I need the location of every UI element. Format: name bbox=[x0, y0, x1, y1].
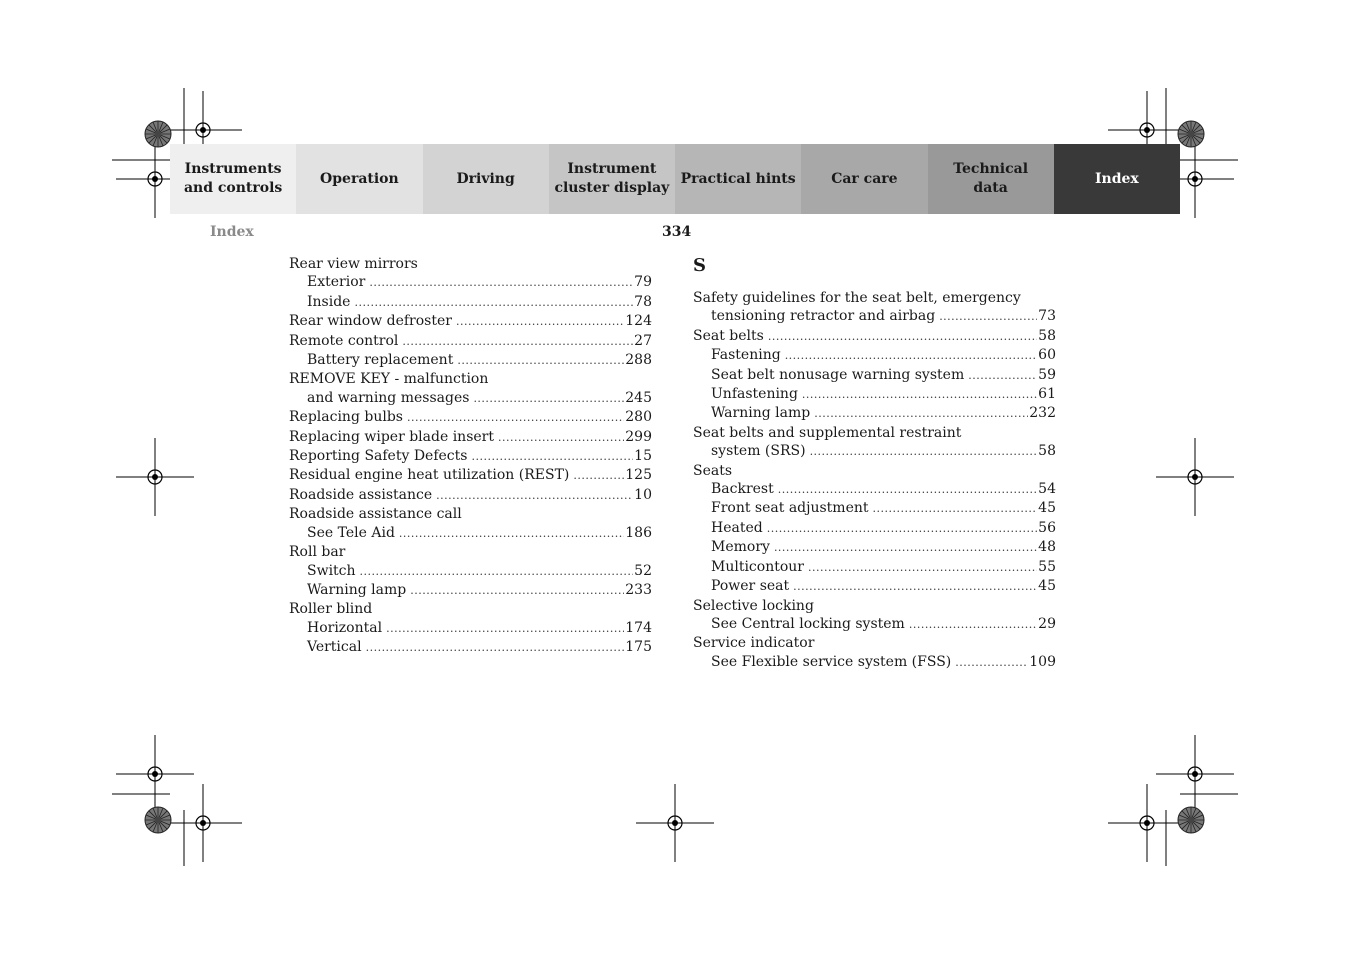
index-entry-page[interactable]: 56 bbox=[1038, 519, 1056, 536]
index-entry-text: Reporting Safety Defects bbox=[289, 448, 468, 465]
index-entry-text: Replacing wiper blade insert bbox=[289, 428, 494, 445]
index-entry-text: Rear view mirrors bbox=[289, 256, 418, 272]
index-entry-text: Warning lamp bbox=[711, 405, 811, 422]
index-entry-page[interactable]: 27 bbox=[634, 332, 652, 349]
index-entry bbox=[289, 255, 652, 273]
dot-leader bbox=[407, 409, 624, 427]
index-letter-heading: S bbox=[693, 255, 706, 276]
index-entry bbox=[289, 332, 652, 351]
index-entry-text: Roadside assistance call bbox=[289, 506, 462, 523]
dot-leader bbox=[767, 520, 1037, 538]
index-entry-page[interactable]: 59 bbox=[1038, 366, 1056, 383]
index-entry-page[interactable]: 186 bbox=[625, 524, 652, 541]
dot-leader bbox=[436, 487, 633, 505]
index-entry-page[interactable]: 79 bbox=[634, 274, 652, 291]
index-entry bbox=[289, 638, 652, 657]
dot-leader bbox=[471, 448, 633, 466]
index-entry-text: Fastening bbox=[711, 347, 781, 364]
index-entry bbox=[289, 543, 652, 561]
tab-driving[interactable]: Driving bbox=[423, 144, 549, 214]
dot-leader bbox=[778, 481, 1037, 499]
index-entry-text: See Tele Aid bbox=[307, 524, 395, 541]
index-entry-page[interactable]: 15 bbox=[634, 448, 652, 465]
dot-leader bbox=[399, 525, 624, 543]
index-entry-text: Roll bar bbox=[289, 544, 346, 561]
index-entry bbox=[693, 558, 1056, 577]
tab-instrument-cluster-display[interactable]: Instrument cluster display bbox=[549, 144, 675, 214]
index-entry bbox=[693, 653, 1056, 672]
index-entry bbox=[693, 634, 1056, 652]
dot-leader bbox=[456, 313, 624, 331]
index-entry-text: Multicontour bbox=[711, 558, 804, 575]
index-entry-page[interactable]: 109 bbox=[1029, 653, 1056, 670]
index-entry bbox=[693, 597, 1056, 615]
index-entry bbox=[289, 312, 652, 331]
index-entry-text: Remote control bbox=[289, 332, 399, 349]
index-entry-text: Seat belts and supplemental restraint bbox=[693, 424, 962, 441]
index-entry-page[interactable]: 58 bbox=[1038, 327, 1056, 344]
index-entry-text: See Flexible service system (FSS) bbox=[711, 653, 952, 670]
dot-leader bbox=[573, 467, 624, 485]
index-entry-text: Warning lamp bbox=[307, 581, 407, 598]
index-entry-page[interactable]: 124 bbox=[625, 313, 652, 330]
index-entry bbox=[693, 366, 1056, 385]
dot-leader bbox=[498, 429, 624, 447]
index-entry bbox=[289, 466, 652, 485]
index-entry-text: Memory bbox=[711, 539, 770, 556]
index-entry-page[interactable]: 61 bbox=[1038, 386, 1056, 403]
index-entry-text: system (SRS) bbox=[711, 443, 806, 460]
index-entry bbox=[693, 442, 1056, 461]
index-entry-page[interactable]: 52 bbox=[634, 562, 652, 579]
index-entry-page[interactable]: 245 bbox=[625, 389, 652, 406]
dot-leader bbox=[768, 328, 1037, 346]
index-entry-text: Vertical bbox=[307, 639, 362, 656]
dot-leader bbox=[810, 443, 1038, 461]
index-entry-page[interactable]: 58 bbox=[1038, 443, 1056, 460]
index-entry bbox=[289, 447, 652, 466]
index-entry bbox=[289, 351, 652, 370]
index-entry-text: Switch bbox=[307, 562, 356, 579]
index-entry-text: Unfastening bbox=[711, 386, 798, 403]
index-entry-text: Battery replacement bbox=[307, 352, 454, 369]
index-entry-text: Heated bbox=[711, 519, 763, 536]
index-entry-page[interactable]: 45 bbox=[1038, 578, 1056, 595]
index-entry-text: Backrest bbox=[711, 481, 774, 498]
dot-leader bbox=[402, 333, 633, 351]
index-entry bbox=[693, 519, 1056, 538]
index-entry bbox=[289, 562, 652, 581]
index-entry bbox=[289, 524, 652, 543]
index-entry-page[interactable]: 78 bbox=[634, 293, 652, 310]
section-label: Index bbox=[210, 224, 254, 240]
index-entry-text: Roller blind bbox=[289, 601, 373, 618]
index-entry-text: Exterior bbox=[307, 274, 366, 291]
index-entry-page[interactable]: 175 bbox=[625, 639, 652, 656]
index-entry-page[interactable]: 10 bbox=[634, 486, 652, 503]
index-entry-text: Replacing bulbs bbox=[289, 409, 403, 426]
index-entry bbox=[289, 389, 652, 408]
index-entry bbox=[289, 619, 652, 638]
index-entry-page[interactable]: 174 bbox=[625, 619, 652, 636]
index-column-left bbox=[289, 255, 652, 658]
tab-instruments-and-controls[interactable]: Instruments and controls bbox=[170, 144, 296, 214]
dot-leader bbox=[386, 620, 624, 638]
index-entry bbox=[693, 538, 1056, 557]
dot-leader bbox=[369, 274, 633, 292]
index-entry-text: Residual engine heat utilization (REST) bbox=[289, 467, 570, 484]
index-entry-text: Inside bbox=[307, 293, 351, 310]
dot-leader bbox=[354, 294, 633, 312]
index-entry-page[interactable]: 280 bbox=[625, 409, 652, 426]
index-entry-text: Selective locking bbox=[693, 597, 814, 614]
index-entry-page[interactable]: 125 bbox=[625, 467, 652, 484]
dot-leader bbox=[873, 500, 1038, 518]
dot-leader bbox=[968, 367, 1037, 385]
index-entry bbox=[693, 499, 1056, 518]
index-entry bbox=[693, 385, 1056, 404]
index-entry-text: Service indicator bbox=[693, 635, 815, 652]
index-entry bbox=[693, 462, 1056, 480]
dot-leader bbox=[793, 578, 1037, 596]
index-entry-page[interactable]: 288 bbox=[625, 352, 652, 369]
index-entry bbox=[289, 408, 652, 427]
index-entry-page[interactable]: 299 bbox=[625, 428, 652, 445]
index-entry bbox=[289, 293, 652, 312]
dot-leader bbox=[939, 308, 1037, 326]
index-entry-page[interactable]: 48 bbox=[1038, 539, 1056, 556]
index-entry-text: Front seat adjustment bbox=[711, 500, 869, 517]
index-entry-page[interactable]: 232 bbox=[1029, 405, 1056, 422]
index-entry bbox=[693, 615, 1056, 634]
dot-leader bbox=[808, 559, 1037, 577]
dot-leader bbox=[457, 352, 624, 370]
index-entry-text: Roadside assistance bbox=[289, 486, 433, 503]
index-entry bbox=[289, 505, 652, 523]
dot-leader bbox=[955, 654, 1028, 672]
tab-practical-hints[interactable]: Practical hints bbox=[675, 144, 801, 214]
index-entry-text: Power seat bbox=[711, 578, 790, 595]
index-entry bbox=[693, 307, 1056, 326]
index-entry-text: Seat belt nonusage warning system bbox=[711, 366, 965, 383]
dot-leader bbox=[785, 347, 1037, 365]
index-entry-page[interactable]: 29 bbox=[1038, 615, 1056, 632]
tab-technical-data[interactable]: Technical data bbox=[928, 144, 1054, 214]
index-entry-text: Horizontal bbox=[307, 619, 383, 636]
index-entry-text: Safety guidelines for the seat belt, emergency bbox=[693, 290, 1021, 306]
index-entry bbox=[693, 404, 1056, 423]
index-entry bbox=[693, 424, 1056, 442]
index-entry bbox=[693, 480, 1056, 499]
index-entry bbox=[289, 600, 652, 618]
index-entry-page[interactable]: 45 bbox=[1038, 500, 1056, 517]
index-entry-text: tensioning retractor and airbag bbox=[711, 308, 936, 325]
tab-car-care[interactable]: Car care bbox=[801, 144, 927, 214]
dot-leader bbox=[473, 390, 624, 408]
index-column-right bbox=[693, 255, 1056, 672]
index-entry-text: See Central locking system bbox=[711, 615, 905, 632]
dot-leader bbox=[366, 639, 625, 657]
page-number: 334 bbox=[662, 224, 692, 240]
index-entry-page[interactable]: 54 bbox=[1038, 481, 1056, 498]
index-entry bbox=[693, 289, 1056, 307]
tab-operation[interactable]: Operation bbox=[296, 144, 422, 214]
chapter-tabs bbox=[170, 144, 1180, 214]
tab-index[interactable]: Index bbox=[1054, 144, 1180, 214]
index-entry bbox=[289, 273, 652, 292]
index-entry-page[interactable]: 73 bbox=[1038, 308, 1056, 325]
dot-leader bbox=[909, 616, 1037, 634]
dot-leader bbox=[814, 405, 1028, 423]
index-entry-text: Seats bbox=[693, 462, 733, 479]
dot-leader bbox=[360, 563, 634, 581]
index-entry bbox=[289, 581, 652, 600]
index-entry-text: and warning messages bbox=[307, 389, 470, 406]
index-entry-text: REMOVE KEY - malfunction bbox=[289, 371, 489, 388]
index-entry-text: Seat belts bbox=[693, 327, 764, 344]
index-entry-page[interactable]: 233 bbox=[625, 581, 652, 598]
index-entry bbox=[289, 428, 652, 447]
dot-leader bbox=[802, 386, 1037, 404]
index-entry bbox=[289, 370, 652, 388]
index-entry bbox=[289, 486, 652, 505]
index-entry-text: Rear window defroster bbox=[289, 313, 452, 330]
index-entry-page[interactable]: 55 bbox=[1038, 558, 1056, 575]
dot-leader bbox=[774, 539, 1037, 557]
index-entry bbox=[693, 327, 1056, 346]
dot-leader bbox=[410, 582, 624, 600]
index-entry bbox=[693, 346, 1056, 365]
index-entry-page[interactable]: 60 bbox=[1038, 347, 1056, 364]
index-entry bbox=[693, 577, 1056, 596]
